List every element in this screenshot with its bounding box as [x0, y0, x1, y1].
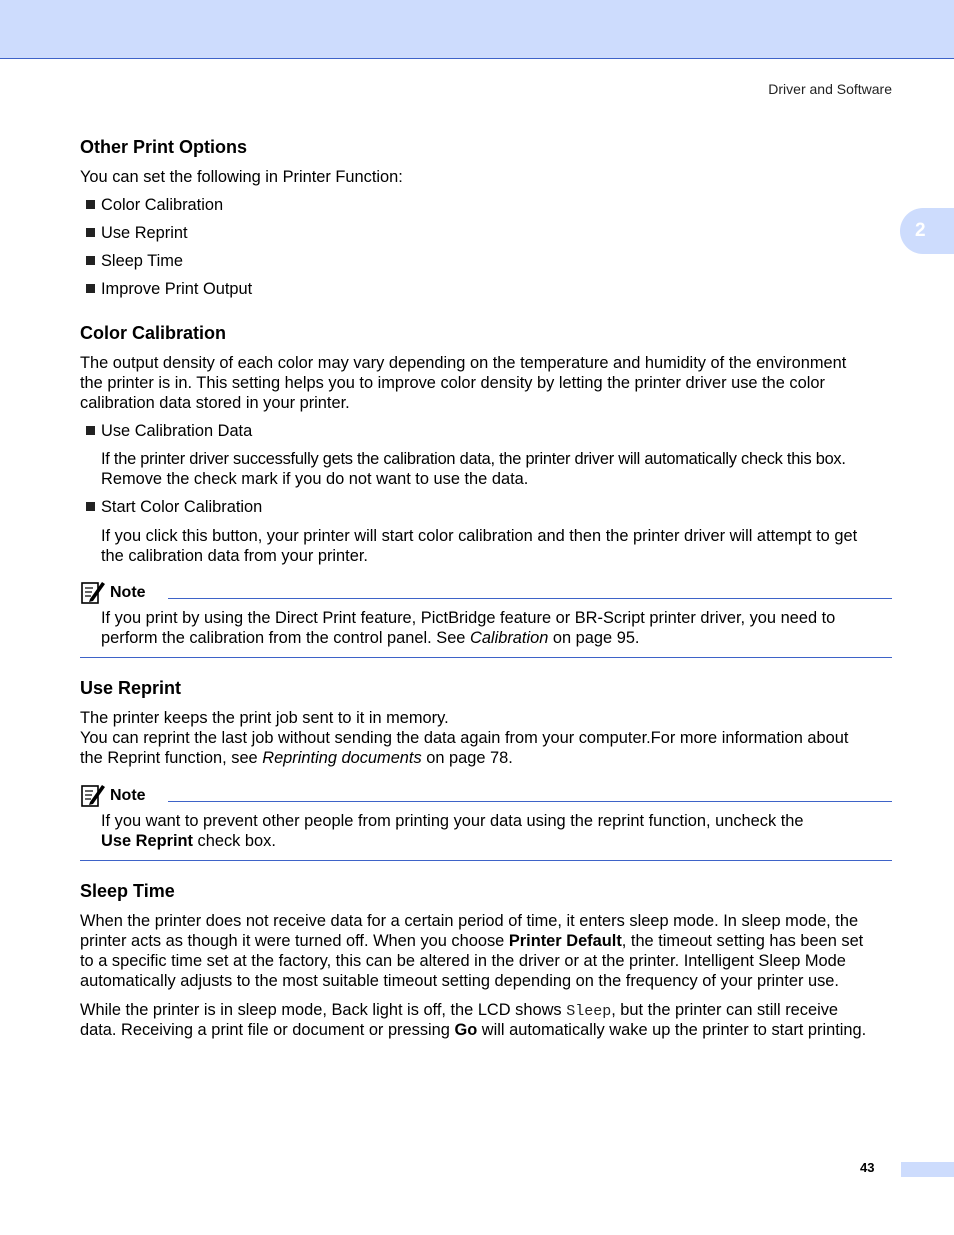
note-pencil-icon	[80, 782, 106, 808]
bullet-icon	[86, 426, 95, 435]
list-item: Use Calibration Data	[101, 422, 253, 440]
body-line: calibration data stored in your printer.	[80, 394, 350, 412]
body-line: While the printer is in sleep mode, Back light is off, the LCD shows Sleep, but the printer can still receive	[80, 1001, 839, 1020]
body-line: printer acts as though it were turned off. When you choose Printer Default, the timeout setting has been set	[80, 932, 864, 950]
go-bold-text: Go	[454, 1021, 478, 1039]
reprinting-documents-link-text: Reprinting documents	[262, 749, 422, 767]
item-description: If you click this button, your printer will start color calibration and then the printer driver will attempt to get	[101, 527, 858, 545]
bullet-icon	[86, 284, 95, 293]
bullet-icon	[86, 228, 95, 237]
list-item: Start Color Calibration	[101, 498, 263, 516]
body-line: The output density of each color may vary depending on the temperature and humidity of the environment	[80, 354, 847, 372]
page-number: 43	[860, 1160, 875, 1175]
section-title-color-calibration: Color Calibration	[80, 323, 227, 343]
note-pencil-icon	[80, 579, 106, 605]
note-bottom-rule	[80, 860, 892, 861]
note-top-rule	[168, 598, 892, 599]
body-line: automatically adjusts to the most suitable timeout setting depending on the frequency of your printer use.	[80, 972, 839, 990]
note-text: If you want to prevent other people from printing your data using the reprint function, uncheck the	[101, 812, 804, 830]
use-reprint-bold-text: Use Reprint	[101, 832, 193, 850]
bullet-icon	[86, 502, 95, 511]
printer-default-bold-text: Printer Default	[508, 932, 622, 950]
list-item: Color Calibration	[101, 196, 224, 214]
note-label: Note	[110, 787, 146, 804]
list-item: Sleep Time	[101, 252, 183, 270]
note-label: Note	[110, 584, 146, 601]
list-item: Improve Print Output	[101, 280, 253, 298]
section-title-use-reprint: Use Reprint	[80, 678, 182, 698]
section-title-other-print-options: Other Print Options	[80, 137, 248, 157]
body-line: When the printer does not receive data for a certain period of time, it enters sleep mode. In sleep mode, the	[80, 912, 859, 930]
body-line: to a specific time set at the factory, this can be altered in the driver or at the printer. Intelligent Sleep Mode	[80, 952, 846, 970]
page-number-bar	[901, 1162, 954, 1177]
item-description: the calibration data from your printer.	[101, 547, 368, 565]
body-line: You can reprint the last job without sending the data again from your computer.For more information about	[80, 729, 849, 747]
section-title-sleep-time: Sleep Time	[80, 881, 175, 901]
note-text: If you print by using the Direct Print feature, PictBridge feature or BR-Script printer driver, you need to	[101, 609, 836, 627]
bullet-icon	[86, 200, 95, 209]
list-item: Use Reprint	[101, 224, 188, 242]
intro-text: You can set the following in Printer Function:	[80, 168, 403, 186]
item-description: If the printer driver successfully gets the calibration data, the printer driver will automatically check this box.	[101, 450, 846, 468]
header-band	[0, 0, 954, 59]
note-bottom-rule	[80, 657, 892, 658]
chapter-tab: 2	[900, 208, 954, 254]
body-line: data. Receiving a print file or document or pressing Go will automatically wake up the printer to start printing.	[80, 1021, 867, 1039]
body-line: the Reprint function, see Reprinting documents on page 78.	[80, 749, 513, 767]
lcd-sleep-text: Sleep	[566, 1003, 612, 1020]
note-text: Use Reprint check box.	[101, 832, 276, 850]
body-line: The printer keeps the print job sent to it in memory.	[80, 709, 449, 727]
calibration-link-text: Calibration	[469, 629, 549, 647]
bullet-icon	[86, 256, 95, 265]
body-line: the printer is in. This setting helps you to improve color density by letting the printer driver use the color	[80, 374, 825, 392]
note-top-rule	[168, 801, 892, 802]
running-head: Driver and Software	[768, 81, 892, 97]
note-text: perform the calibration from the control panel. See Calibration on page 95.	[101, 629, 640, 647]
item-description: Remove the check mark if you do not want to use the data.	[101, 470, 529, 488]
